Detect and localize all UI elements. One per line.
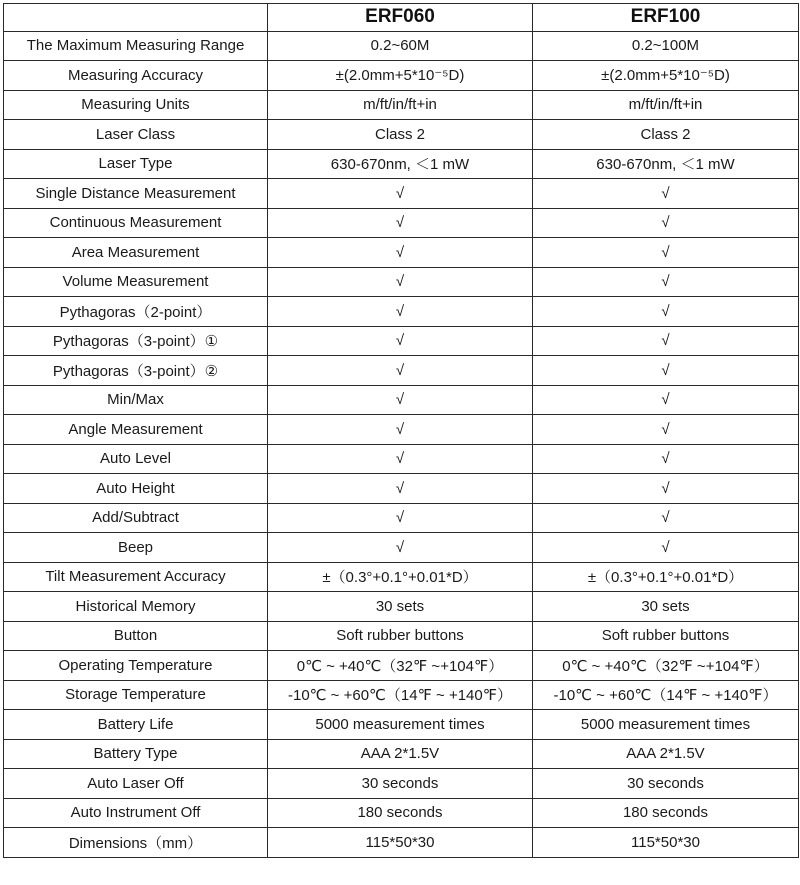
table-row [4,798,799,828]
erf060-value-cell: √ [268,444,533,474]
erf100-value-cell: -10℃ ~ +60℃（14℉ ~ +140℉） [533,680,799,710]
spec-label-cell: Operating Temperature [4,651,268,681]
spec-label-cell: Dimensions（mm） [4,828,268,858]
erf100-value-cell: m/ft/in/ft+in [533,90,799,120]
spec-label-cell: Measuring Units [4,90,268,120]
erf060-value-cell: 0.2~60M [268,31,533,61]
table-row [4,61,799,91]
erf060-value-cell: ±(2.0mm+5*10⁻⁵D) [268,61,533,91]
spec-label-cell: Historical Memory [4,592,268,622]
table-row [4,503,799,533]
table-header-row [4,4,799,32]
table-row [4,474,799,504]
erf100-value-cell: Soft rubber buttons [533,621,799,651]
spec-label-cell: Auto Instrument Off [4,798,268,828]
table-row [4,297,799,327]
spec-label-cell: Beep [4,533,268,563]
erf060-value-cell: ±（0.3°+0.1°+0.01*D） [268,562,533,592]
erf060-value-cell: 0℃ ~ +40℃（32℉ ~+104℉） [268,651,533,681]
erf060-value-cell: Class 2 [268,120,533,150]
erf060-value-cell: m/ft/in/ft+in [268,90,533,120]
spec-label-cell: Pythagoras（2-point） [4,297,268,327]
spec-label-cell: Measuring Accuracy [4,61,268,91]
spec-label-cell: Battery Life [4,710,268,740]
erf060-value-cell: √ [268,474,533,504]
table-row [4,680,799,710]
table-row [4,208,799,238]
spec-label-cell: Button [4,621,268,651]
erf100-value-cell: √ [533,415,799,445]
erf060-value-cell: √ [268,356,533,386]
erf100-value-cell: 0.2~100M [533,31,799,61]
spec-label-cell: Continuous Measurement [4,208,268,238]
table-row [4,592,799,622]
erf100-value-cell: √ [533,503,799,533]
erf100-value-cell: 5000 measurement times [533,710,799,740]
spec-label-cell: The Maximum Measuring Range [4,31,268,61]
erf100-value-cell: 30 sets [533,592,799,622]
spec-label-cell: Pythagoras（3-point）① [4,326,268,356]
spec-label-cell: Auto Height [4,474,268,504]
table-row [4,326,799,356]
table-row [4,385,799,415]
table-row [4,651,799,681]
spec-label-cell: Min/Max [4,385,268,415]
erf060-value-cell: √ [268,179,533,209]
spec-label-cell: Volume Measurement [4,267,268,297]
erf100-value-cell: √ [533,208,799,238]
table-row [4,179,799,209]
erf100-value-cell: √ [533,297,799,327]
table-row [4,120,799,150]
spec-label-cell: Laser Type [4,149,268,179]
table-row [4,533,799,563]
erf060-value-cell: 115*50*30 [268,828,533,858]
erf060-value-cell: √ [268,415,533,445]
table-row [4,90,799,120]
erf060-value-cell: √ [268,326,533,356]
table-row [4,739,799,769]
erf060-value-cell: 30 sets [268,592,533,622]
spec-label-cell: Add/Subtract [4,503,268,533]
erf100-value-cell: √ [533,444,799,474]
erf060-value-cell: √ [268,503,533,533]
erf060-value-cell: √ [268,238,533,268]
erf100-value-cell: 30 seconds [533,769,799,799]
erf100-value-cell: √ [533,356,799,386]
erf060-value-cell: 630-670nm, ＜1 mW [268,149,533,179]
erf060-value-cell: -10℃ ~ +60℃（14℉ ~ +140℉） [268,680,533,710]
header-model-erf060: ERF060 [268,4,533,32]
spec-label-cell: Auto Level [4,444,268,474]
table-row [4,238,799,268]
spec-label-cell: Laser Class [4,120,268,150]
table-row [4,710,799,740]
erf060-value-cell: 180 seconds [268,798,533,828]
table-row [4,828,799,858]
erf060-value-cell: 5000 measurement times [268,710,533,740]
erf060-value-cell: √ [268,385,533,415]
table-row [4,356,799,386]
erf100-value-cell: 0℃ ~ +40℃（32℉ ~+104℉） [533,651,799,681]
erf100-value-cell: AAA 2*1.5V [533,739,799,769]
erf100-value-cell: 630-670nm, ＜1 mW [533,149,799,179]
erf100-value-cell: ±(2.0mm+5*10⁻⁵D) [533,61,799,91]
spec-label-cell: Tilt Measurement Accuracy [4,562,268,592]
erf100-value-cell: √ [533,238,799,268]
spec-label-cell: Angle Measurement [4,415,268,445]
spec-label-cell: Storage Temperature [4,680,268,710]
spec-comparison-table [3,3,799,858]
table-body [4,31,799,857]
erf060-value-cell: AAA 2*1.5V [268,739,533,769]
table-row [4,415,799,445]
table-row [4,562,799,592]
erf100-value-cell: √ [533,385,799,415]
erf100-value-cell: √ [533,179,799,209]
erf100-value-cell: 180 seconds [533,798,799,828]
erf060-value-cell: √ [268,267,533,297]
table-row [4,621,799,651]
table-row [4,31,799,61]
erf100-value-cell: √ [533,326,799,356]
erf060-value-cell: √ [268,208,533,238]
spec-label-cell: Area Measurement [4,238,268,268]
erf100-value-cell: √ [533,533,799,563]
table-row [4,444,799,474]
erf100-value-cell: √ [533,267,799,297]
erf100-value-cell: √ [533,474,799,504]
table-row [4,267,799,297]
erf060-value-cell: Soft rubber buttons [268,621,533,651]
spec-label-cell: Single Distance Measurement [4,179,268,209]
erf100-value-cell: Class 2 [533,120,799,150]
spec-label-cell: Battery Type [4,739,268,769]
erf060-value-cell: √ [268,533,533,563]
erf060-value-cell: 30 seconds [268,769,533,799]
erf100-value-cell: 115*50*30 [533,828,799,858]
table-row [4,769,799,799]
spec-label-cell: Auto Laser Off [4,769,268,799]
spec-label-cell: Pythagoras（3-point）② [4,356,268,386]
erf100-value-cell: ±（0.3°+0.1°+0.01*D） [533,562,799,592]
table-row [4,149,799,179]
erf060-value-cell: √ [268,297,533,327]
header-model-erf100: ERF100 [533,4,799,32]
header-label-cell [4,4,268,32]
